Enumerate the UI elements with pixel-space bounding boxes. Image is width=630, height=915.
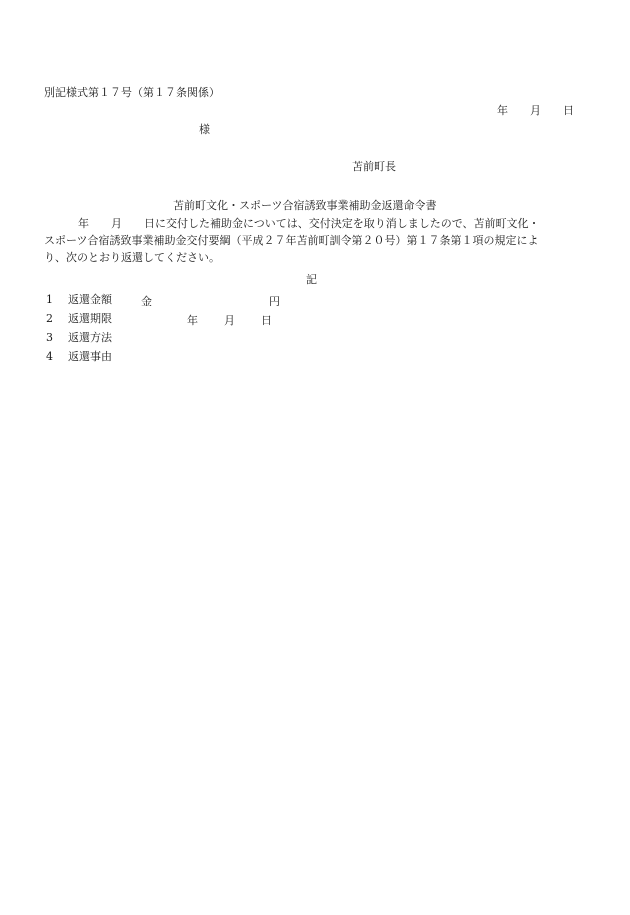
item-number: 3 xyxy=(46,331,53,344)
item-number: 4 xyxy=(46,350,53,363)
item-return-deadline xyxy=(46,312,112,326)
addressee-suffix: 様 xyxy=(199,123,210,136)
item-label: 返還期限 xyxy=(68,312,112,325)
heading-ki: 記 xyxy=(306,273,317,286)
body-line-3: り、次のとおり返還してください。 xyxy=(44,251,220,264)
item-return-method xyxy=(46,331,112,345)
body-line-1: 年 月 日に交付した補助金については、交付決定を取り消しましたので、苫前町文化・ xyxy=(78,217,540,230)
amount-suffix: 円 xyxy=(269,295,280,308)
issuer: 苫前町長 xyxy=(352,160,396,173)
item-return-reason xyxy=(46,350,112,364)
deadline-year: 年 xyxy=(187,314,198,327)
issue-date xyxy=(497,104,574,118)
date-year: 年 xyxy=(497,104,508,117)
item-label: 返還事由 xyxy=(68,350,112,363)
body-line-2: スポーツ合宿誘致事業補助金交付要綱（平成２７年苫前町訓令第２０号）第１７条第１項の規定によ xyxy=(44,234,539,247)
deadline-date xyxy=(187,312,272,328)
date-day: 日 xyxy=(563,104,574,117)
deadline-month: 月 xyxy=(224,314,235,327)
deadline-day: 日 xyxy=(261,314,272,327)
item-return-amount xyxy=(46,293,112,307)
item-number: 2 xyxy=(46,312,53,325)
form-id: 別記様式第１７号（第１７条関係） xyxy=(44,86,220,99)
date-month: 月 xyxy=(530,104,541,117)
body-paragraph xyxy=(44,215,584,266)
document-title: 苫前町文化・スポーツ合宿誘致事業補助金返還命令書 xyxy=(173,199,437,212)
item-label: 返還方法 xyxy=(68,331,112,344)
amount-prefix: 金 xyxy=(141,295,152,308)
item-label: 返還金額 xyxy=(68,293,112,306)
item-number: 1 xyxy=(46,293,53,306)
